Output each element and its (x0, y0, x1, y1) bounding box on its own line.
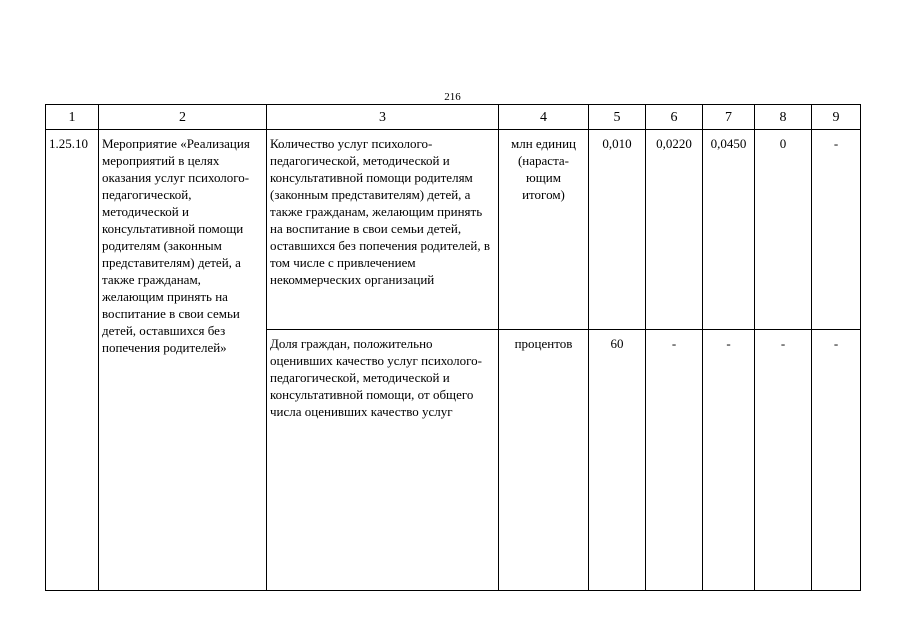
indicator-name: Количество услуг психолого-педагогической, методической и консультативной помощи родителям (законным представителям) детей, а также гражданам, желающим принять на воспитание в свои семьи детей, оставшихся без попечения родителей, в том числе с привлечением некоммерческих организаций (267, 130, 499, 330)
header-row (46, 105, 861, 130)
page-number: 216 (444, 91, 461, 103)
header-col-3: 3 (267, 105, 499, 130)
header-col-7: 7 (703, 105, 755, 130)
value-col-5: 0,010 (589, 130, 646, 330)
unit-line: ющим (526, 170, 561, 185)
indicators-table (45, 104, 861, 591)
unit-line: процентов (514, 336, 573, 351)
value-col-7: - (703, 330, 755, 591)
event-description: Мероприятие «Реализация мероприятий в целях оказания услуг психолого-педагогической, методической и консультативной помощи родителям (законным представителям) детей, а также гражданам, желающим принять на воспитание в свои семьи детей, оставшихся без попечения родителей» (99, 130, 267, 591)
header-col-4: 4 (499, 105, 589, 130)
unit-line: (нараста- (517, 153, 570, 168)
indicator-unit (499, 130, 589, 330)
unit-line: млн единиц (511, 136, 576, 151)
value-col-8: 0 (755, 130, 812, 330)
unit-line: итогом) (522, 187, 565, 202)
value-col-9: - (812, 330, 861, 591)
item-code: 1.25.10 (46, 130, 99, 591)
header-col-6: 6 (646, 105, 703, 130)
value-col-7: 0,0450 (703, 130, 755, 330)
header-col-2: 2 (99, 105, 267, 130)
value-col-5: 60 (589, 330, 646, 591)
value-col-8: - (755, 330, 812, 591)
value-col-6: - (646, 330, 703, 591)
table-row (46, 130, 861, 330)
header-col-8: 8 (755, 105, 812, 130)
indicator-name: Доля граждан, положительно оценивших качество услуг психолого-педагогической, методической и консультативной помощи, от общего числа оценивших качество услуг (267, 330, 499, 591)
header-col-5: 5 (589, 105, 646, 130)
header-col-1: 1 (46, 105, 99, 130)
header-col-9: 9 (812, 105, 861, 130)
indicator-unit (499, 330, 589, 591)
value-col-9: - (812, 130, 861, 330)
value-col-6: 0,0220 (646, 130, 703, 330)
